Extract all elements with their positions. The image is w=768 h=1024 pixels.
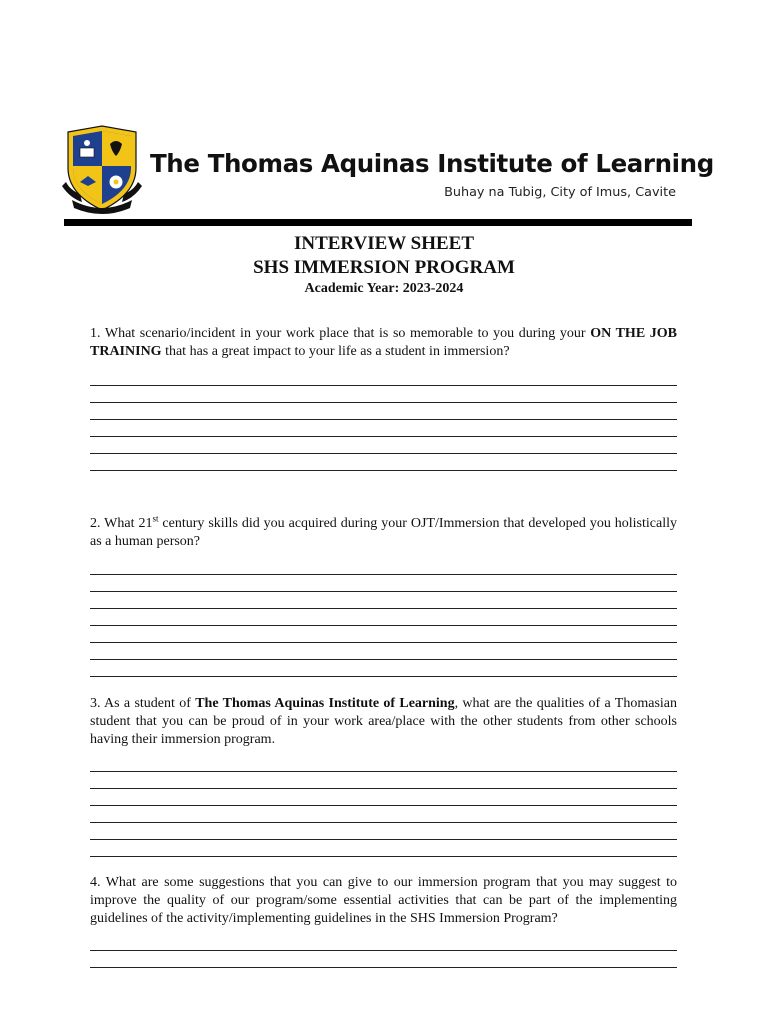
header-divider xyxy=(64,219,692,226)
answer-line[interactable] xyxy=(90,591,677,592)
question-3 xyxy=(90,695,677,749)
question-2-superscript: st xyxy=(152,513,159,524)
document-title: INTERVIEW SHEET xyxy=(293,233,475,254)
question-1-text-end: that has a great impact to your life as a student in immersion? xyxy=(161,344,510,359)
document-titles xyxy=(0,232,768,298)
question-2-text: 2. What 21 xyxy=(90,516,153,531)
answer-line[interactable] xyxy=(90,419,677,420)
question-4-text: 4. What are some suggestions that you can give to our immersion program that you may suggest to improve the quality of our program/some essential activities that can be part of the implementing guidelines of the activity/implementing guidelines in the SHS Immersion Program? xyxy=(90,875,677,926)
answer-line[interactable] xyxy=(90,574,677,575)
question-2-text-end: century skills did you acquired during your OJT/Immersion that developed you holistically as a human person? xyxy=(90,516,677,549)
answer-line[interactable] xyxy=(90,608,677,609)
question-1-emphasis: ON THE JOB TRAINING xyxy=(90,326,677,359)
answer-line[interactable] xyxy=(90,839,677,840)
school-seal-logo xyxy=(60,124,144,216)
school-name: The Thomas Aquinas Institute of Learning xyxy=(150,149,714,178)
answer-line[interactable] xyxy=(90,788,677,789)
question-2 xyxy=(90,515,677,551)
question-3-text-end: , what are the qualities of a Thomasian student that you can be proud of in your work area/place with the other students from other schools having their immersion program. xyxy=(90,696,678,747)
answer-line[interactable] xyxy=(90,856,677,857)
question-1-text: 1. What scenario/incident in your work place that is so memorable to you during your xyxy=(90,326,591,341)
answer-line[interactable] xyxy=(90,436,677,437)
answer-line[interactable] xyxy=(90,470,677,471)
answer-line[interactable] xyxy=(90,453,677,454)
answer-line[interactable] xyxy=(90,805,677,806)
answer-line[interactable] xyxy=(90,967,677,968)
answer-line[interactable] xyxy=(90,771,677,772)
answer-line[interactable] xyxy=(90,659,677,660)
answer-line[interactable] xyxy=(90,402,677,403)
question-3-emphasis: The Thomas Aquinas Institute of Learning xyxy=(195,696,455,711)
answer-line[interactable] xyxy=(90,676,677,677)
answer-line[interactable] xyxy=(90,642,677,643)
school-address: Buhay na Tubig, City of Imus, Cavite xyxy=(444,185,676,200)
question-4 xyxy=(90,874,677,928)
answer-line[interactable] xyxy=(90,625,677,626)
answer-line[interactable] xyxy=(90,822,677,823)
answer-line[interactable] xyxy=(90,385,677,386)
question-1 xyxy=(90,325,677,361)
question-3-text: 3. As a student of xyxy=(90,696,196,711)
program-title: SHS IMMERSION PROGRAM xyxy=(253,257,515,278)
answer-line[interactable] xyxy=(90,950,677,951)
academic-year: Academic Year: 2023-2024 xyxy=(304,281,464,296)
